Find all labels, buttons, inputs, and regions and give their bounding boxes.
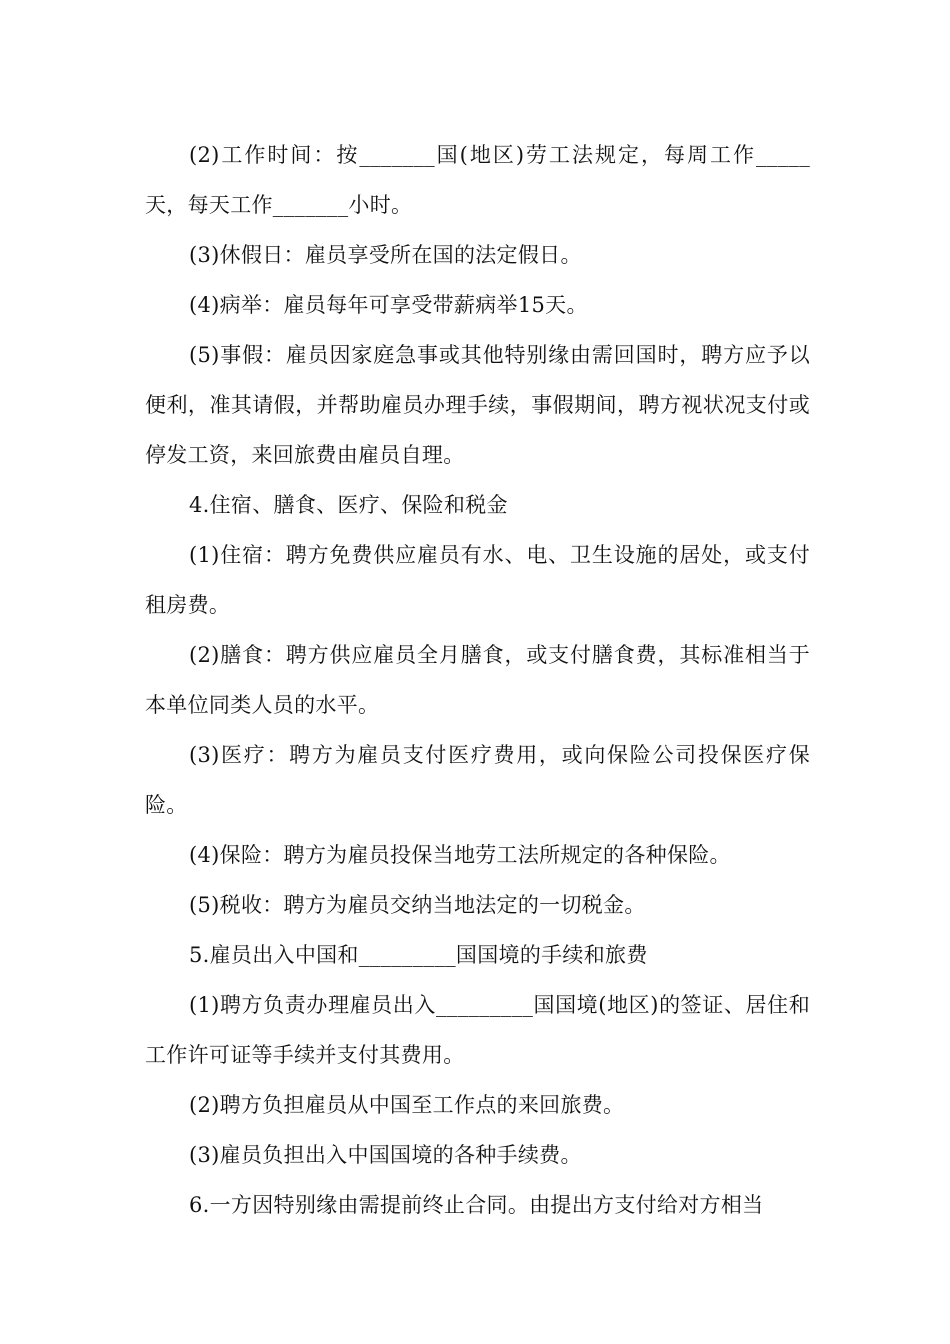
document-body	[145, 130, 810, 1230]
section-heading-termination: 6.一方因特别缘由需提前终止合同。由提出方支付给对方相当	[189, 1193, 764, 1217]
paragraph-personal-leave: (5)事假：雇员因家庭急事或其他特别缘由需回国时，聘方应予以便利，准其请假，并帮助雇员办理手续，事假期间，聘方视状况支付或停发工资，来回旅费由雇员自理。	[145, 343, 810, 467]
paragraph-housing: (1)住宿：聘方免费供应雇员有水、电、卫生设施的居处，或支付租房费。	[145, 543, 810, 617]
paragraph-holidays: (3)休假日：雇员享受所在国的法定假日。	[189, 243, 582, 267]
section-heading-accommodation: 4.住宿、膳食、医疗、保险和税金	[189, 493, 508, 517]
paragraph-sick-leave: (4)病举：雇员每年可享受带薪病举15天。	[189, 293, 588, 317]
paragraph-meals: (2)膳食：聘方供应雇员全月膳食，或支付膳食费，其标准相当于本单位同类人员的水平。	[145, 643, 810, 717]
paragraph-medical: (3)医疗：聘方为雇员支付医疗费用，或向保险公司投保医疗保险。	[145, 743, 810, 817]
paragraph-travel-cost: (2)聘方负担雇员从中国至工作点的来回旅费。	[189, 1093, 625, 1117]
paragraph-border-fees: (3)雇员负担出入中国国境的各种手续费。	[189, 1143, 582, 1167]
paragraph-insurance: (4)保险：聘方为雇员投保当地劳工法所规定的各种保险。	[189, 843, 731, 867]
paragraph-taxes: (5)税收：聘方为雇员交纳当地法定的一切税金。	[189, 893, 646, 917]
paragraph-visa: (1)聘方负责办理雇员出入_________国国境(地区)的签证、居住和工作许可证等手续并支付其费用。	[145, 993, 810, 1067]
paragraph-work-hours: (2)工作时间：按_______国(地区)劳工法规定，每周工作_____天，每天工作_______小时。	[145, 143, 810, 217]
section-heading-border: 5.雇员出入中国和_________国国境的手续和旅费	[189, 943, 648, 967]
